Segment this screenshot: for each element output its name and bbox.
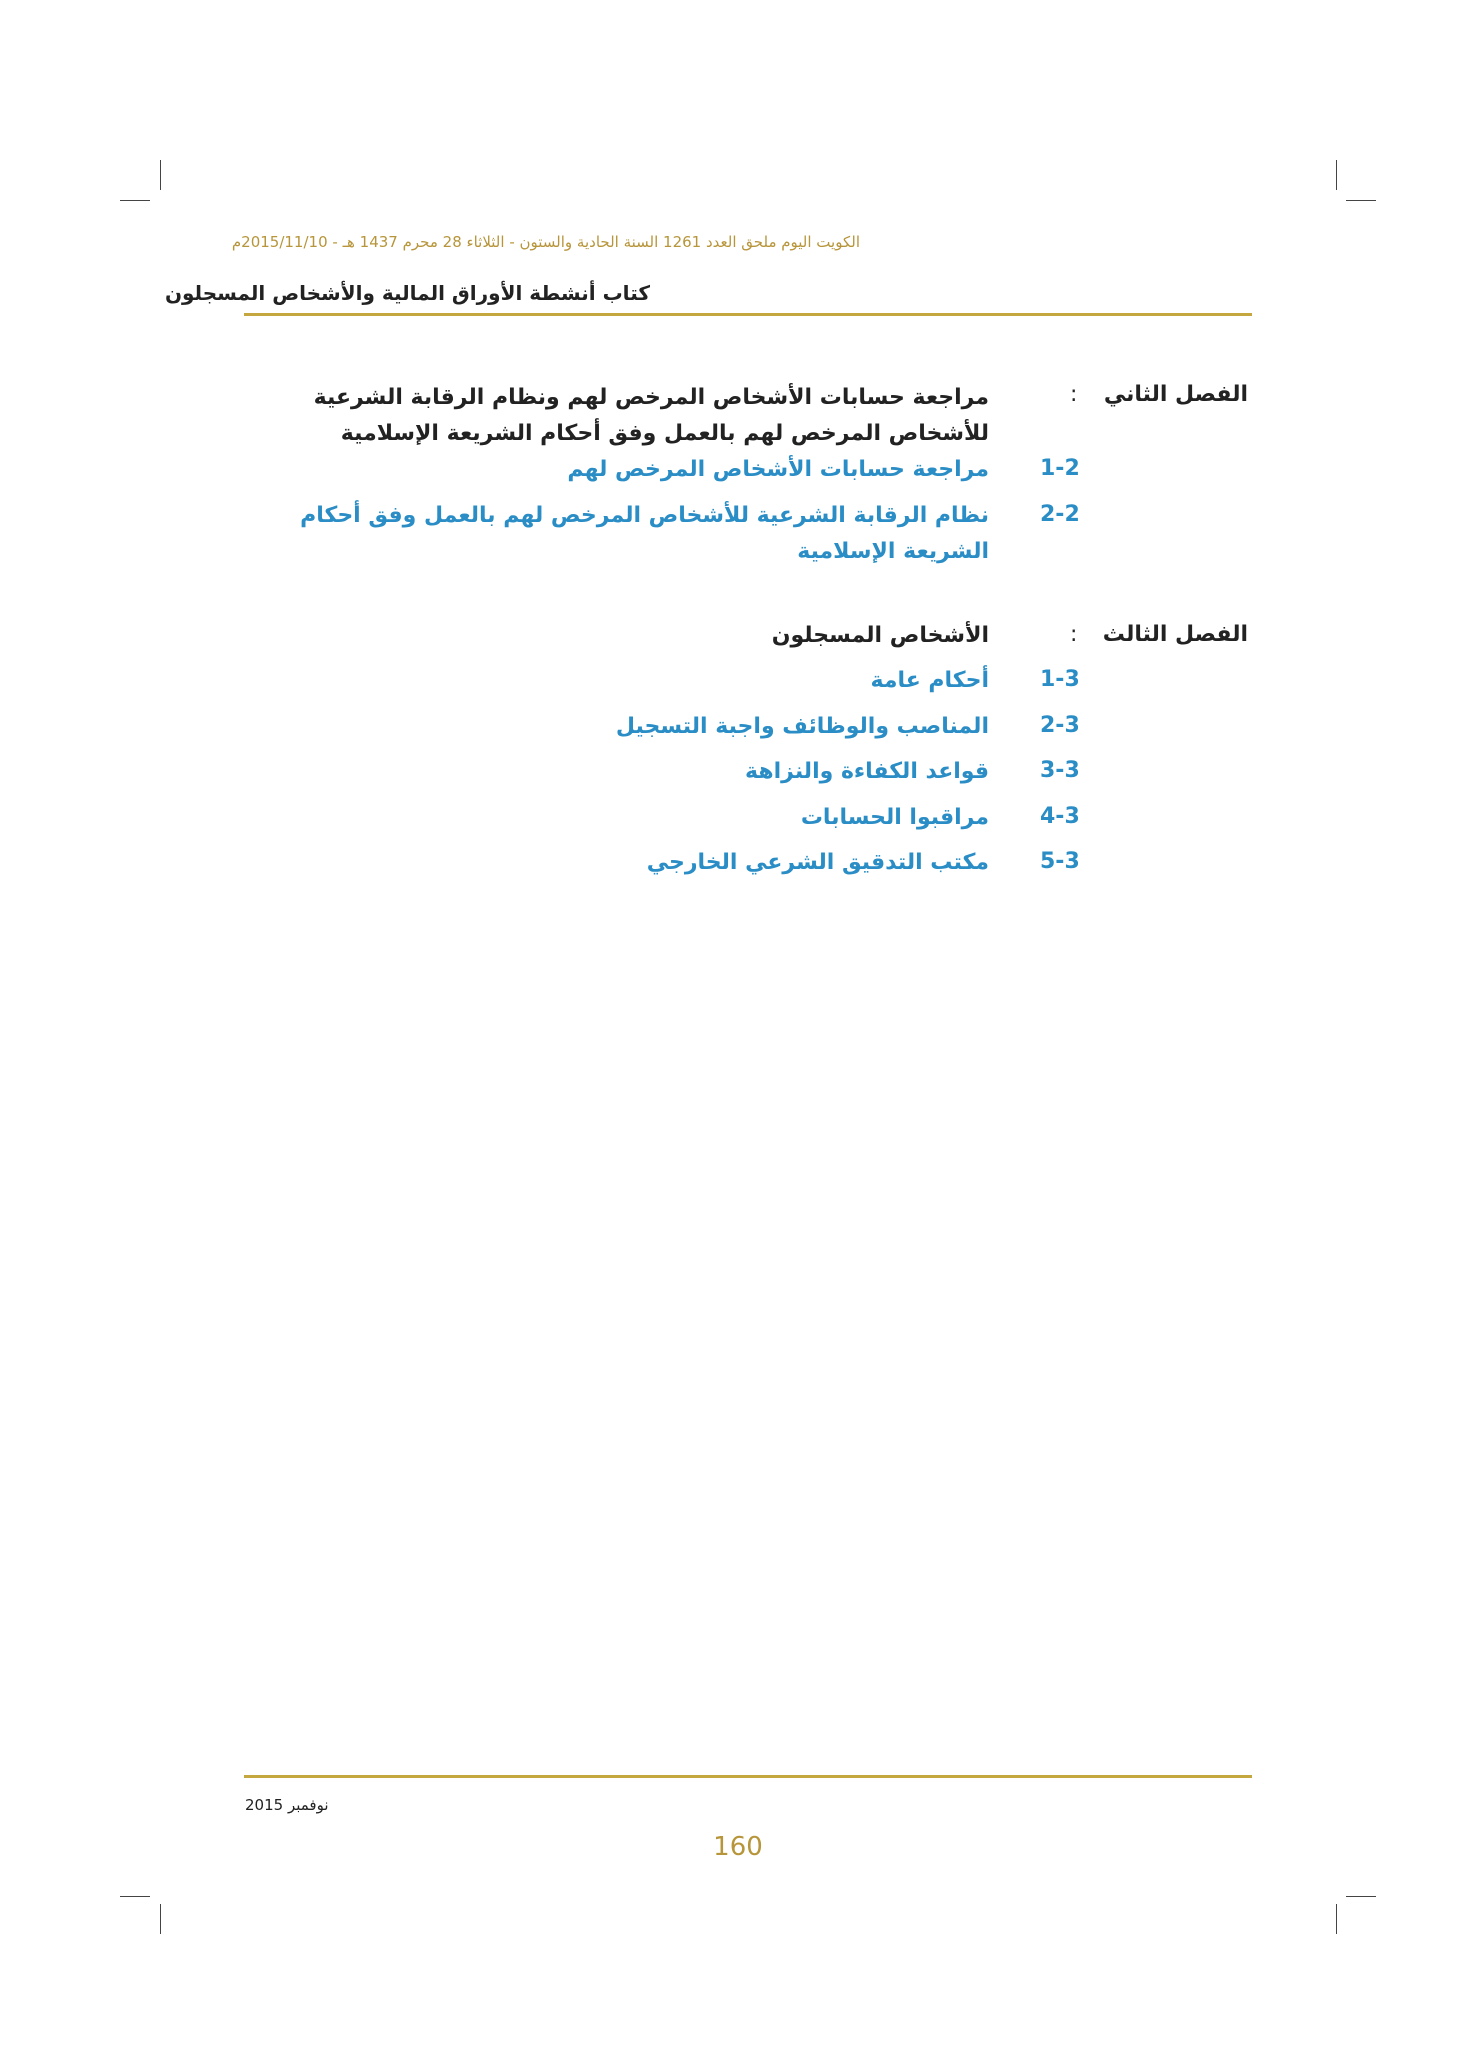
chapter-2-colon: : (1070, 382, 1078, 407)
crop-mark (1336, 1904, 1337, 1934)
section-title[interactable]: مراجعة حسابات الأشخاص المرخص لهم (567, 457, 989, 482)
section-number: 1-2 (1040, 456, 1080, 481)
section-title[interactable]: مراقبوا الحسابات (800, 805, 989, 830)
section-number: 3-3 (1040, 758, 1080, 783)
section-number: 2-2 (1040, 502, 1080, 527)
crop-mark (1336, 160, 1337, 190)
chapter-3-title: الأشخاص المسجلون (771, 623, 989, 648)
footer-rule (244, 1775, 1252, 1778)
crop-mark (160, 160, 161, 190)
crop-mark (160, 1904, 161, 1934)
book-title: كتاب أنشطة الأوراق المالية والأشخاص المسجلون (164, 281, 650, 305)
chapter-3-name: الفصل الثالث (1102, 622, 1248, 647)
chapter-3-colon: : (1070, 622, 1078, 647)
section-title[interactable]: نظام الرقابة الشرعية للأشخاص المرخص لهم بالعمل وفق أحكام الشريعة الإسلامية (300, 503, 989, 564)
section-number: 2-3 (1040, 713, 1080, 738)
crop-mark (1346, 200, 1376, 201)
header-rule (244, 313, 1252, 316)
section-title[interactable]: المناصب والوظائف واجبة التسجيل (615, 714, 989, 739)
crop-mark (120, 200, 150, 201)
section-number: 4-3 (1040, 804, 1080, 829)
page-number: 160 (713, 1832, 763, 1862)
publication-line: الكويت اليوم ملحق العدد 1261 السنة الحادية والستون - الثلاثاء 28 محرم 1437 هـ - 2015/11/10م (231, 233, 860, 251)
chapter-2-title: مراجعة حسابات الأشخاص المرخص لهم ونظام الرقابة الشرعية للأشخاص المرخص لهم بالعمل وفق أحكام الشريعة الإسلامية (313, 385, 989, 446)
crop-mark (120, 1896, 150, 1897)
section-number: 1-3 (1040, 667, 1080, 692)
crop-mark (1346, 1896, 1376, 1897)
section-title[interactable]: مكتب التدقيق الشرعي الخارجي (646, 850, 989, 875)
footer-date: نوفمبر 2015 (245, 1796, 329, 1814)
chapter-2-name: الفصل الثاني (1103, 382, 1248, 407)
section-title[interactable]: قواعد الكفاءة والنزاهة (745, 759, 989, 784)
section-number: 5-3 (1040, 849, 1080, 874)
section-title[interactable]: أحكام عامة (870, 668, 989, 693)
